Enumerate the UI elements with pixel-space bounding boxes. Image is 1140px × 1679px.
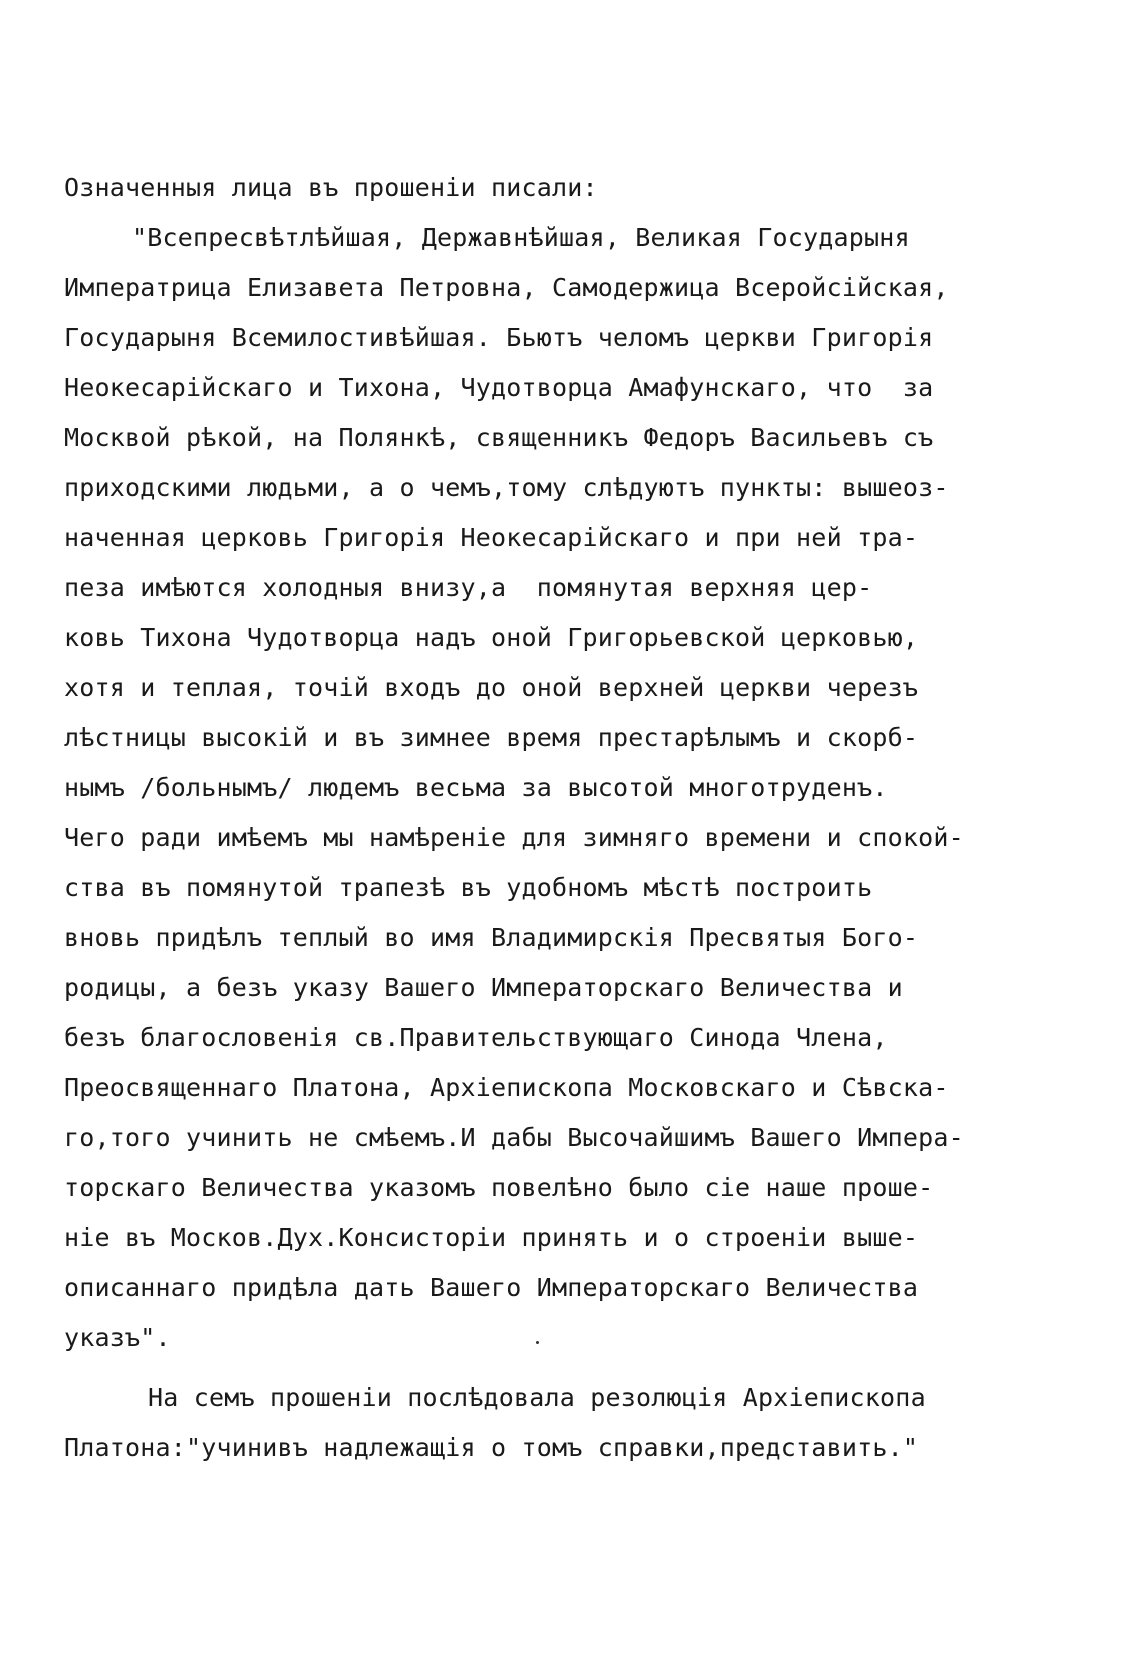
text-line: нiе въ Москов.Дух.Консисторiи принять и о строенiи выше-	[64, 1223, 919, 1252]
text-line: описаннаго придѣла дать Вашего Императорскаго Величества	[64, 1273, 919, 1302]
text-line: ковь Тихона Чудотворца надъ оной Григорьевской церковью,	[64, 623, 919, 652]
text-line: наченная церковь Григорiя Неокесарiйскаго и при ней тра-	[64, 523, 919, 552]
text-line: Государыня Всемилостивѣйшая. Бьютъ челомъ церкви Григорiя	[64, 323, 934, 352]
text-line: Чего ради имѣемъ мы намѣренiе для зимняго времени и спокой-	[64, 823, 964, 852]
text-line: го,того учинить не смѣемъ.И дабы Высочайшимъ Вашего Импера-	[64, 1123, 964, 1152]
text-line-petition-end: указъ".	[64, 1323, 171, 1352]
text-line: вновь придѣлъ теплый во имя Владимирскiя Пресвятыя Бого-	[64, 923, 919, 952]
text-line-resolution: На семъ прошенiи послѣдовала резолюцiя Архiепископа	[148, 1383, 926, 1412]
text-line-petition-address: "Всепресвѣтлѣйшая, Державнѣйшая, Великая Государыня	[132, 223, 910, 252]
ink-speck	[536, 1341, 539, 1344]
text-line: Москвой рѣкой, на Полянкѣ, священникъ Федоръ Васильевъ съ	[64, 423, 934, 452]
text-line: хотя и теплая, точiй входъ до оной верхней церкви черезъ	[64, 673, 919, 702]
text-line: безъ благословенiя св.Правительствующаго Синода Члена,	[64, 1023, 888, 1052]
text-line: лѣстницы высокiй и въ зимнее время престарѣлымъ и скорб-	[64, 723, 919, 752]
text-line: торскаго Величества указомъ повелѣно было сiе наше проше-	[64, 1173, 934, 1202]
text-line: Императрица Елизавета Петровна, Самодержица Всеройсiйская,	[64, 273, 949, 302]
text-line-intro: Означенныя лица въ прошенiи писали:	[64, 173, 598, 202]
text-line: ства въ помянутой трапезѣ въ удобномъ мѣстѣ построить	[64, 873, 873, 902]
text-line: родицы, а безъ указу Вашего Императорскаго Величества и	[64, 973, 903, 1002]
text-line: нымъ /больнымъ/ людемъ весьма за высотой многотруденъ.	[64, 773, 888, 802]
text-line: Преосвященнаго Платона, Архiепископа Московскаго и Сѣвска-	[64, 1073, 949, 1102]
text-line-resolution-quote: Платона:"учинивъ надлежащiя о томъ справки,представить."	[64, 1433, 919, 1462]
text-line: приходскими людьми, а о чемъ,тому слѣдуютъ пункты: вышеоз-	[64, 473, 949, 502]
text-line: Неокесарiйскаго и Тихона, Чудотворца Амафунскаго, что за	[64, 373, 934, 402]
text-line: пеза имѣются холодныя внизу,а помянутая верхняя цер-	[64, 573, 873, 602]
